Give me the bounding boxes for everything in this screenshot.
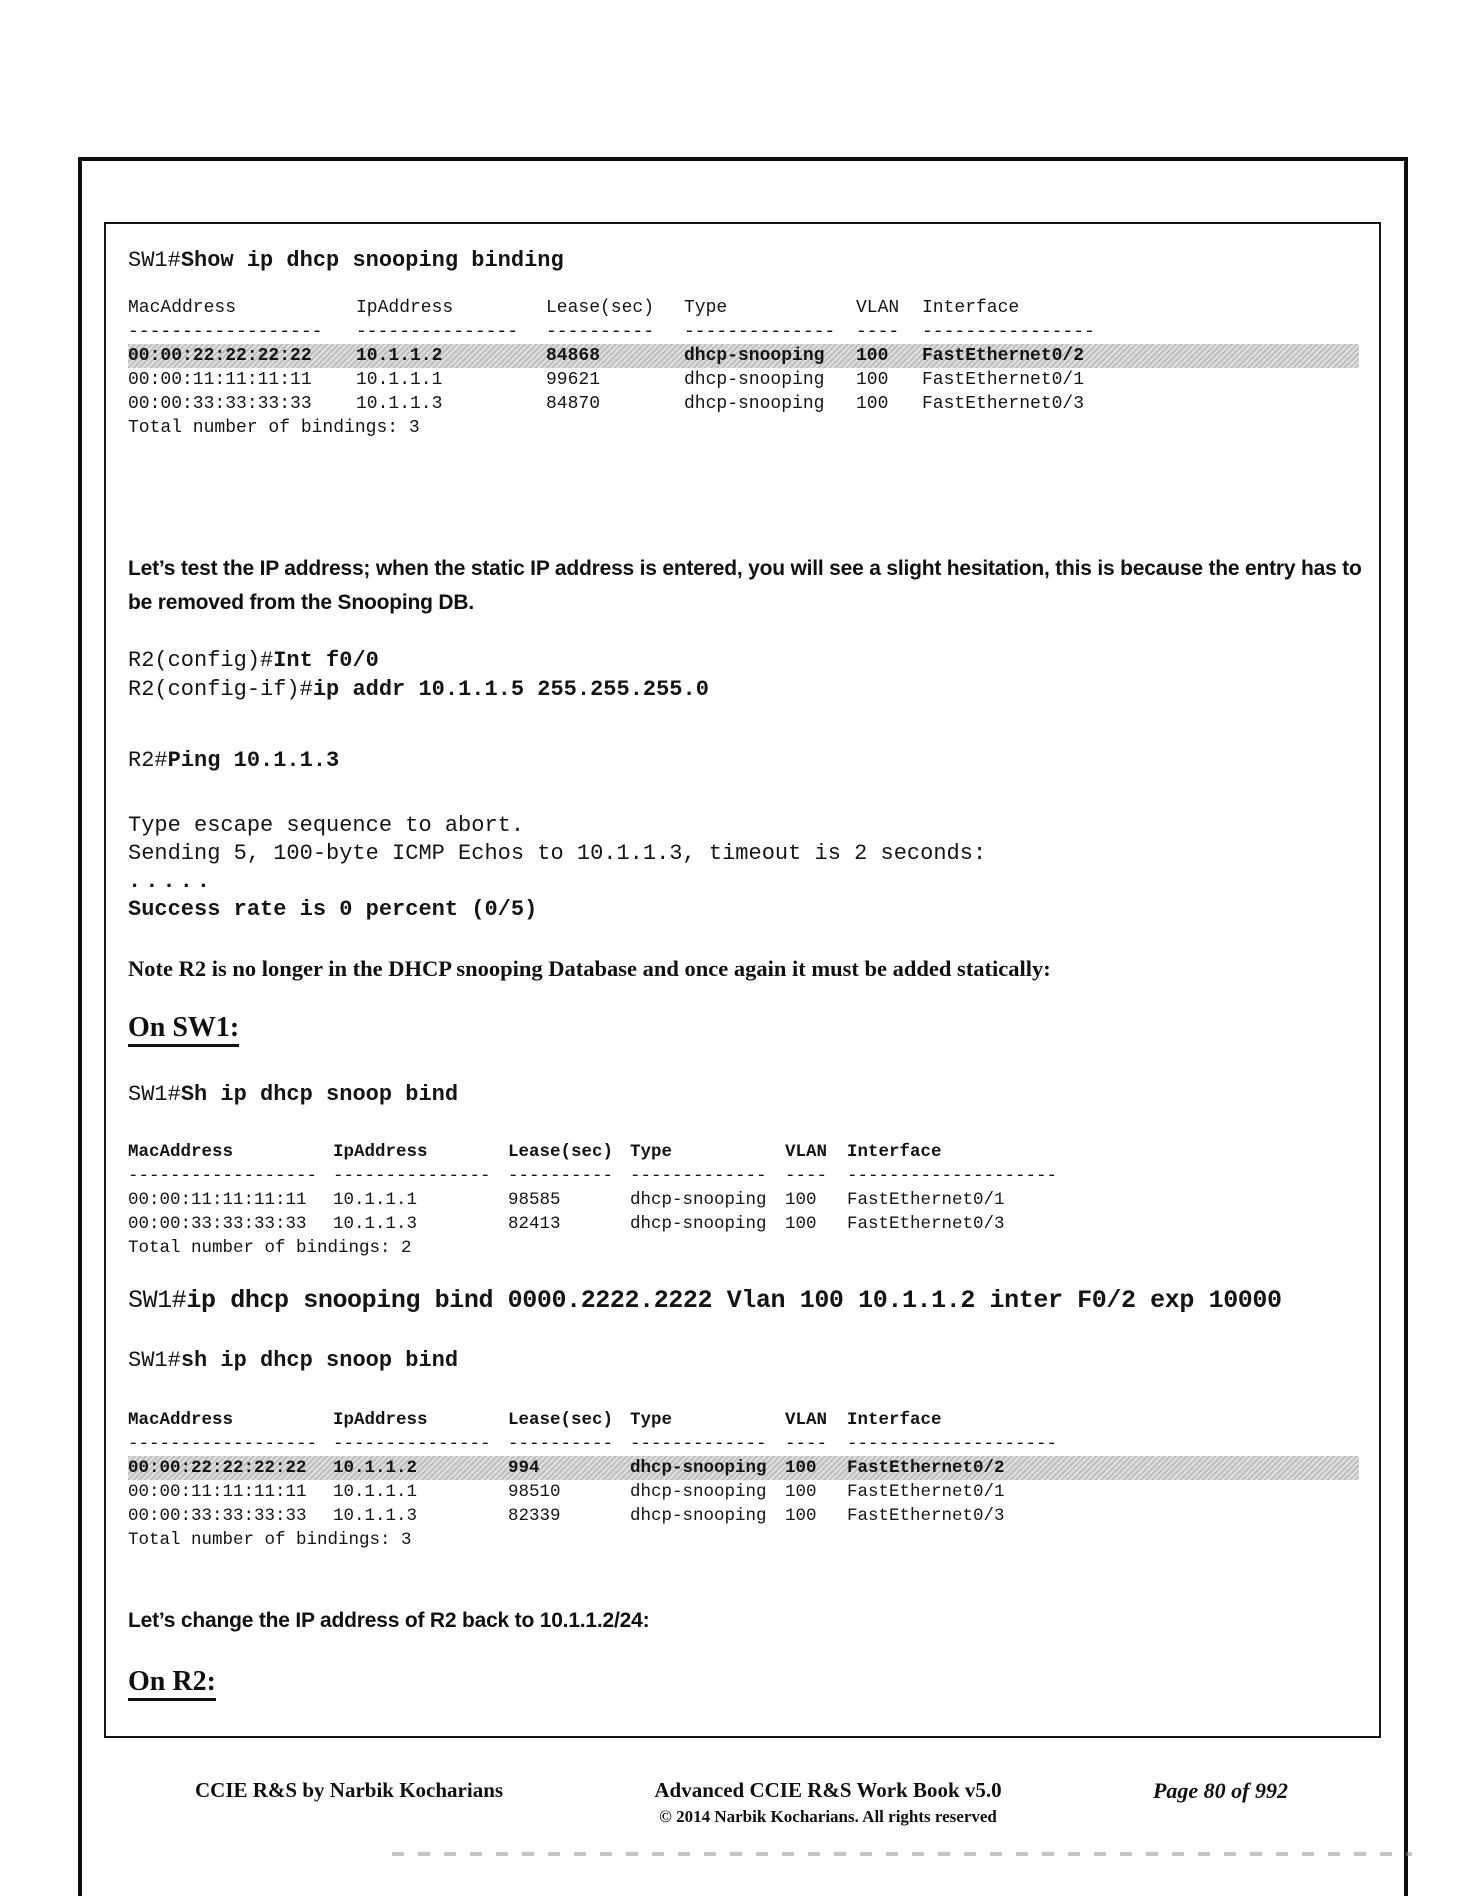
header-mac: MacAddress [128,1142,234,1162]
mac-cell: 00:00:33:33:33:33 [128,1506,307,1526]
iface-cell: FastEthernet0/1 [847,1482,1005,1502]
command-snooping-bind [128,1284,1359,1318]
lease-cell: 82339 [508,1506,561,1526]
dash-lease: ---------- [508,1166,614,1186]
paragraph-change-ip: Let’s change the IP address of R2 back to 10.1.1.2/24: [128,1609,650,1632]
cli-prompt: SW1# [128,1082,181,1107]
dhcp-binding-table-3 [128,1408,1359,1552]
header-iface: Interface [922,298,1020,318]
note-paragraph: Note R2 is no longer in the DHCP snooping Database and once again it must be added statically: [128,956,1051,981]
header-vlan: VLAN [856,298,900,318]
lease-cell: 99621 [546,370,601,390]
cli-command: ip dhcp snooping bind 0000.2222.2222 Vlan 100 10.1.1.2 inter F0/2 exp 10000 [186,1286,1282,1315]
dash-iface: ---------------- [922,322,1095,342]
header-ip: IpAddress [333,1410,428,1430]
cli-prompt: SW1# [128,1286,187,1315]
ping-dots-line: ..... [128,869,215,894]
table-total-line: Total number of bindings: 2 [128,1238,412,1258]
paragraph-test-ip: Let’s test the IP address; when the static IP address is entered, you will see a slight hesitation, this is because the entry has to be removed from the Snooping DB. [128,557,1362,614]
ip-cell: 10.1.1.3 [356,394,443,414]
r2-config-commands [128,646,1359,704]
dash-mac: ------------------ [128,1166,318,1186]
dhcp-binding-table-2 [128,1140,1359,1260]
cli-command: Int f0/0 [273,648,379,673]
lease-cell: 84870 [546,394,601,414]
vlan-cell: 100 [856,370,889,390]
command-int [128,646,1359,675]
dash-ip: --------------- [356,322,519,342]
command-sh-snoop-bind-2 [128,1346,1359,1376]
command-ip-addr [128,675,1359,704]
cli-command: Sh ip dhcp snoop bind [180,1082,459,1107]
command-show-binding [128,246,1359,276]
lease-cell: 994 [508,1458,540,1478]
lease-cell: 84868 [546,346,601,366]
table-header-row [128,1408,1359,1432]
content-box [104,222,1381,1738]
page-footer [78,1778,1408,1827]
ip-cell: 10.1.1.3 [333,1214,418,1234]
mac-cell: 00:00:22:22:22:22 [128,346,312,366]
ping-escape-line: Type escape sequence to abort. [128,813,525,838]
type-cell: dhcp-snooping [684,370,825,390]
dash-mac: ------------------ [128,1434,318,1454]
header-ip: IpAddress [333,1142,428,1162]
header-type: Type [684,298,728,318]
iface-cell: FastEthernet0/1 [847,1190,1005,1210]
ip-cell: 10.1.1.1 [333,1482,418,1502]
ip-cell: 10.1.1.2 [356,346,443,366]
footer-author: CCIE R&S by Narbik Kocharians [195,1778,504,1802]
cli-prompt: SW1# [128,1348,181,1373]
dhcp-binding-table-1 [128,296,1359,440]
mac-cell: 00:00:11:11:11:11 [128,1482,307,1502]
mac-cell: 00:00:11:11:11:11 [128,370,312,390]
table-row [128,1212,1359,1236]
dash-iface: -------------------- [847,1434,1058,1454]
header-iface: Interface [847,1410,942,1430]
type-cell: dhcp-snooping [630,1214,767,1234]
heading-underlined-text: On R2: [128,1666,216,1701]
type-cell: dhcp-snooping [630,1458,767,1478]
header-mac: MacAddress [128,1410,234,1430]
type-cell: dhcp-snooping [630,1506,767,1526]
dash-iface: -------------------- [847,1166,1058,1186]
header-type: Type [630,1410,673,1430]
vlan-cell: 100 [856,346,889,366]
ip-cell: 10.1.1.1 [356,370,443,390]
cli-prompt: R2# [128,748,168,773]
type-cell: dhcp-snooping [684,394,825,414]
header-ip: IpAddress [356,298,454,318]
mac-cell: 00:00:11:11:11:11 [128,1190,307,1210]
table-row-highlighted [128,1456,1359,1480]
lease-cell: 98510 [508,1482,561,1502]
table-separator-row [128,1164,1359,1188]
vlan-cell: 100 [785,1506,817,1526]
command-sh-snoop-bind [128,1080,1359,1110]
table-header-row [128,296,1359,320]
scan-artifact-line [392,1852,1412,1856]
footer-book-title: Advanced CCIE R&S Work Book v5.0 [654,1778,1002,1802]
dash-type: -------------- [684,322,836,342]
dash-type: ------------- [630,1166,767,1186]
cli-prompt: R2(config)# [128,648,274,673]
ip-cell: 10.1.1.2 [333,1458,418,1478]
vlan-cell: 100 [785,1458,817,1478]
iface-cell: FastEthernet0/2 [922,346,1085,366]
table-row [128,1504,1359,1528]
vlan-cell: 100 [785,1190,817,1210]
header-mac: MacAddress [128,298,237,318]
dash-lease: ---------- [508,1434,614,1454]
header-iface: Interface [847,1142,942,1162]
cli-prompt: SW1# [128,248,181,273]
footer-book-title-block [654,1778,1001,1827]
ping-success-line: Success rate is 0 percent (0/5) [128,897,538,922]
iface-cell: FastEthernet0/3 [922,394,1085,414]
cli-command: ip addr 10.1.1.5 255.255.255.0 [312,677,709,702]
mac-cell: 00:00:22:22:22:22 [128,1458,307,1478]
dash-lease: ---------- [546,322,655,342]
dash-ip: --------------- [333,1434,491,1454]
lease-cell: 82413 [508,1214,561,1234]
table-row [128,368,1359,392]
iface-cell: FastEthernet0/1 [922,370,1085,390]
table-separator-row [128,320,1359,344]
header-lease: Lease(sec) [546,298,655,318]
footer-page-number: Page 80 of 992 [1152,1778,1288,1803]
type-cell: dhcp-snooping [630,1190,767,1210]
cli-command: Show ip dhcp snooping binding [180,248,564,273]
cli-command: sh ip dhcp snoop bind [180,1348,459,1373]
header-lease: Lease(sec) [508,1410,614,1430]
table-header-row [128,1140,1359,1164]
cli-command: Ping 10.1.1.3 [167,748,340,773]
cli-prompt: R2(config-if)# [128,677,313,702]
vlan-cell: 100 [785,1482,817,1502]
heading-underlined-text: On SW1: [128,1012,239,1047]
iface-cell: FastEthernet0/3 [847,1214,1005,1234]
section-heading-on-sw1 [128,1012,1359,1044]
footer-copyright: © 2014 Narbik Kocharians. All rights reserved [659,1807,997,1826]
table-separator-row [128,1432,1359,1456]
table-row [128,1188,1359,1212]
dash-ip: --------------- [333,1166,491,1186]
command-ping [128,746,1359,776]
type-cell: dhcp-snooping [684,346,825,366]
table-total-line: Total number of bindings: 3 [128,1530,412,1550]
vlan-cell: 100 [785,1214,817,1234]
table-row [128,392,1359,416]
vlan-cell: 100 [856,394,889,414]
ping-sending-line: Sending 5, 100-byte ICMP Echos to 10.1.1.3, timeout is 2 seconds: [128,841,987,866]
table-row-highlighted [128,344,1359,368]
lease-cell: 98585 [508,1190,561,1210]
dash-vlan: ---- [856,322,900,342]
ip-cell: 10.1.1.3 [333,1506,418,1526]
header-type: Type [630,1142,673,1162]
dash-type: ------------- [630,1434,767,1454]
table-row [128,1480,1359,1504]
dash-vlan: ---- [785,1434,828,1454]
mac-cell: 00:00:33:33:33:33 [128,394,312,414]
iface-cell: FastEthernet0/2 [847,1458,1005,1478]
dash-mac: ------------------ [128,322,323,342]
header-lease: Lease(sec) [508,1142,614,1162]
mac-cell: 00:00:33:33:33:33 [128,1214,307,1234]
header-vlan: VLAN [785,1142,828,1162]
section-heading-on-r2 [128,1666,1359,1698]
ping-output [128,812,1359,924]
iface-cell: FastEthernet0/3 [847,1506,1005,1526]
table-total-line: Total number of bindings: 3 [128,418,420,438]
dash-vlan: ---- [785,1166,828,1186]
header-vlan: VLAN [785,1410,828,1430]
ip-cell: 10.1.1.1 [333,1190,418,1210]
type-cell: dhcp-snooping [630,1482,767,1502]
